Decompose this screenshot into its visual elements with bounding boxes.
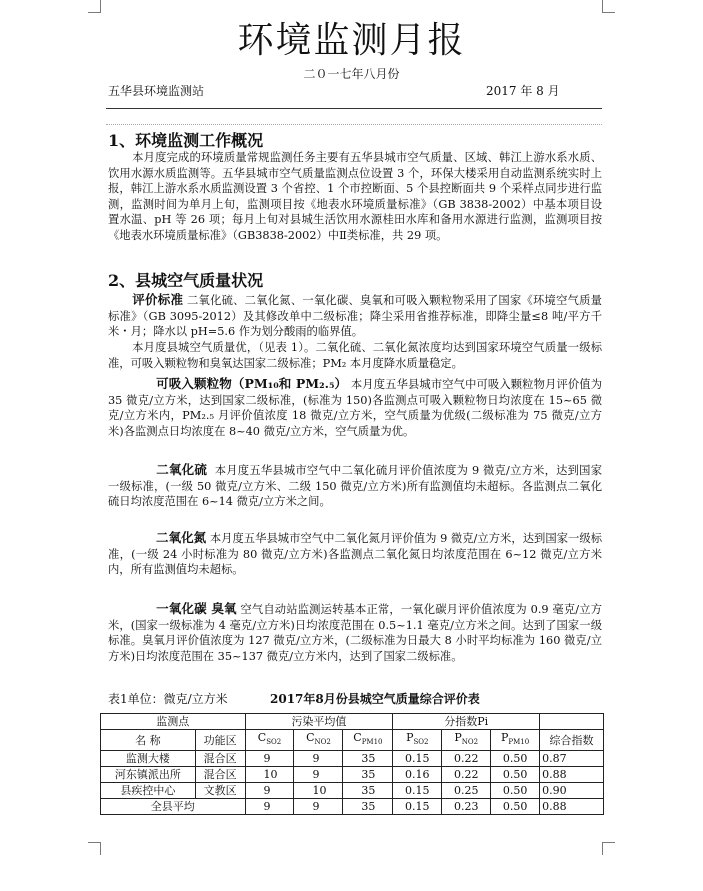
header-c-no2: $C_{NO2}$ [294, 730, 343, 751]
header-site: 监测点 [101, 714, 246, 730]
pm-paragraph [108, 376, 602, 439]
section-heading-2: 2、县城空气质量状况 [108, 271, 264, 290]
header-divider [106, 108, 602, 109]
criteria-label: 评价标准 [132, 292, 184, 307]
header-dotted-divider [106, 124, 602, 125]
header-pollutant: 污染平均值 [245, 714, 393, 730]
header-c-pm10: $C_{PM10}$ [343, 730, 393, 751]
section1-body: 本月度完成的环境质量常规监测任务主要有五华县城市空气质量、区域、韩江上游水系水质、饮用水源水质监测等。五华县城市空气质量监测点位设置 3 个，环保大楼采用自动监测系统实时上报，韩江上游水系水质监测设置 3 个省控、1 个市控断面、5 个县控断面共 9 个采样点同步进行监测，监测时间为单月上旬，监测项目按《地表水环境质量标准》（GB 3838-2002）中基本项目设置水温、pH 等 26 项；每月上旬对县城生活饮用水源桂田水库和备用水源进行监测，监测项目按《地表水环境质量标准》（GB3838-2002）中Ⅱ类标准，共 29 项。 [108, 151, 602, 242]
table-row: 河东镇派出所 混合区 10 9 35 0.16 0.22 0.50 0.88 [101, 767, 604, 783]
station-name: 五华县环境监测站 [108, 84, 205, 98]
table-title: 2017年8月份县城空气质量综合评价表 [270, 692, 480, 706]
criteria-paragraph [108, 292, 602, 340]
table-header-row [101, 714, 604, 730]
so2-label: 二氧化硫 [156, 462, 208, 477]
header-name: 名 称 [101, 730, 196, 751]
header-c-so2: $C_{SO2}$ [245, 730, 294, 751]
summary-paragraph [108, 340, 602, 371]
co-body: 空气自动站监测运转基本正常，一氧化碳月评价值浓度为 0.9 毫克/立方米，(国家一级标准为 4 毫克/立方米)日均浓度范围在 0.5~1.1 毫克/立方米之间。达到了国家一级标准。臭氧月评价值浓度为 127 微克/立方米，(二级标准为日最大 8 小时平均标准为 160 微克/立方米)日均浓度范围在 35~137 微克/立方米内，达到了国家二级标准。 [108, 603, 603, 663]
no2-label: 二氧化氮 [156, 530, 207, 545]
header-zone: 功能区 [195, 730, 245, 751]
section1-paragraph [108, 150, 602, 244]
air-quality-table [100, 713, 604, 815]
margin-mark [88, 842, 101, 855]
criteria-body: 二氧化硫、二氧化氮、一氧化碳、臭氧和可吸入颗粒物采用了国家《环境空气质量标准》（GB 3095-2012）及其修改单中二级标准；降尘采用省推荐标准，即降尘量≤8 吨/平方千米・月；降水以 pH=5.6 作为划分酸雨的临界值。 [108, 294, 602, 339]
no2-paragraph [108, 530, 602, 578]
page-title: 环境监测月报 [237, 20, 466, 61]
issue-date: 二０一七年八月份 [303, 67, 400, 81]
section-heading-1: 1、环境监测工作概况 [108, 131, 264, 150]
pm-label: 可吸入颗粒物（PM₁₀和 PM₂.₅） [156, 376, 348, 391]
table-unit: 表1单位：微克/立方米 [108, 692, 228, 706]
table-row: 县疾控中心 文教区 9 10 35 0.15 0.25 0.50 0.90 [101, 783, 604, 799]
header-p-no2: $P_{NO2}$ [442, 730, 491, 751]
table-subheader-row [101, 730, 604, 751]
table-row-average: 全县平均 9 9 35 0.15 0.23 0.50 0.88 [101, 799, 604, 815]
co-label: 一氧化碳 臭氧 [156, 601, 237, 616]
table-caption [108, 690, 602, 707]
summary-body: 本月度县城空气质量优，（见表 1）。二氧化硫、二氧化氮浓度均达到国家环境空气质量一级标准，可吸入颗粒物和臭氧达国家二级标准；PM₂ 本月度降水质量稳定。 [108, 341, 602, 370]
header-blank [540, 714, 604, 730]
header-p-so2: $P_{SO2}$ [393, 730, 442, 751]
margin-mark [602, 842, 615, 855]
header-p-pm10: $P_{PM10}$ [491, 730, 540, 751]
header-total: 综合指数 [540, 730, 604, 751]
no2-body: 本月度五华县城市空气中二氧化氮月评价值为 9 微克/立方米，达到国家一级标准，(一级 24 小时标准为 80 微克/立方米)各监测点二氧化氮日均浓度范围在 6~12 微克/立方米内，所有监测值均未超标。 [108, 532, 602, 577]
table-row: 监测大楼 混合区 9 9 35 0.15 0.22 0.50 0.87 [101, 751, 604, 767]
so2-body: 本月度五华县城市空气中二氧化硫月评价值浓度为 9 微克/立方米，达到国家一级标准，(一级 50 微克/立方米、二级 150 微克/立方米)所有监测值均未超标。各监测点二氧化硫日均浓度范围在 6~14 微克/立方米之间。 [108, 464, 602, 509]
pm-body: 本月度五华县城市空气中可吸入颗粒物月评价值为 35 微克/立方米，达到国家二级标准，(标准为 150)各监测点可吸入颗粒物日均浓度在 15~65 微克/立方米内，PM₂.₅ 月评价值浓度 18 微克/立方米，空气质量为优级(二级标准为 75 微克/立方米)各监测点日均浓度在 8~40 微克/立方米，空气质量为优。 [108, 378, 602, 438]
report-month: 2017 年 8 月 [486, 84, 560, 98]
co-paragraph [108, 601, 602, 664]
so2-paragraph [108, 462, 602, 510]
header-index: 分指数Pi [393, 714, 540, 730]
